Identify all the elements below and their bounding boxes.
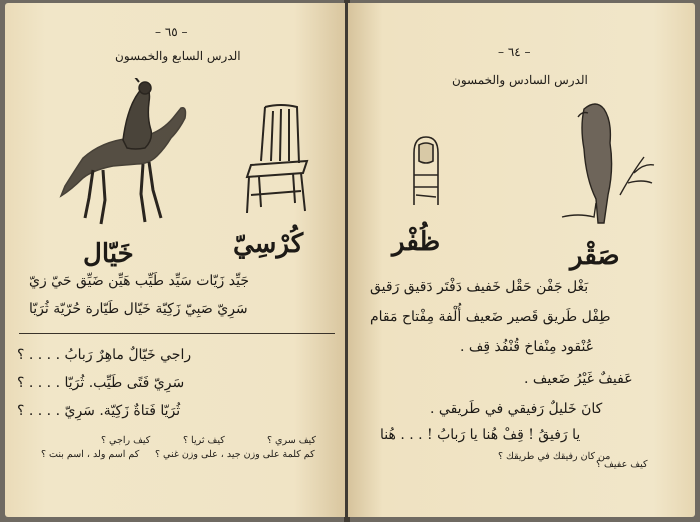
falcon-illustration bbox=[558, 99, 658, 227]
question: كيف راجي ؟ bbox=[101, 435, 151, 446]
lesson-title: الدرس السادس والخمسون bbox=[452, 73, 588, 87]
exercise-line: سَرِيّ فَتًى طَيِّب. ثُرَيّا . . . . ؟ bbox=[17, 375, 185, 391]
text-line: بَغْل جَفْن حَقْل خَفيف دَفْتَر دَقيق رَقيق bbox=[370, 279, 589, 295]
question: كم كلمة على وزن جيد ، على وزن غني ؟ bbox=[155, 449, 315, 460]
page-number: – ٦٤ – bbox=[498, 45, 531, 59]
question: كيف سري ؟ bbox=[267, 435, 316, 446]
text-line: عَفيفٌ غَيْرُ ضَعيف . bbox=[524, 371, 633, 387]
headword: ظُفْر bbox=[392, 227, 441, 257]
headword: صَقْر bbox=[570, 241, 620, 271]
lesson-title: الدرس السابع والخمسون bbox=[115, 49, 241, 63]
page-number: – ٦٥ – bbox=[155, 25, 188, 39]
chair-illustration bbox=[243, 103, 313, 215]
text-line: جَيِّد زَيّات سَيِّد طَيِّب هَيِّن ضَيِّق حَيّ زيّ bbox=[29, 273, 249, 289]
text-line: طِفْل طَريق قَصير ضَعيف أُلْفة مِفْتاح مَقام bbox=[370, 309, 611, 325]
divider bbox=[19, 333, 335, 334]
question: كيف ثريا ؟ bbox=[183, 435, 225, 446]
question: كيف عفيف ؟ bbox=[596, 459, 648, 470]
text-line: سَرِيّ صَبِيّ زَكِيّة خَيّال طَيّارة حُرّيّة ثُرَيّا bbox=[29, 301, 248, 317]
right-page bbox=[348, 3, 695, 517]
left-page bbox=[5, 3, 345, 517]
text-line: عُنْقود مِنْفاخ قُنْفُذ قِف . bbox=[460, 339, 595, 355]
text-line: كانَ خَليلٌ رَفيقي في طَريقي . bbox=[430, 401, 603, 417]
headword: كُرْسِيّ bbox=[233, 229, 304, 259]
finger-illustration bbox=[408, 135, 444, 207]
horseman-illustration bbox=[53, 78, 193, 228]
question: من كان رفيقك في طريقك ؟ bbox=[498, 451, 611, 462]
text-line: يا رَفيقُ ! قِفْ هُنا يا رَبابُ ! . . . هُنا bbox=[380, 427, 581, 443]
question: كم اسم ولد ، اسم بنت ؟ bbox=[41, 449, 140, 460]
headword: خَيّال bbox=[83, 239, 134, 269]
exercise-line: ثُرَيّا فَتاةٌ زَكِيّة. سَرِيّ . . . . ؟ bbox=[17, 403, 181, 419]
exercise-line: راجي خَيّالٌ ماهِرٌ رَبابُ . . . . ؟ bbox=[17, 347, 192, 363]
